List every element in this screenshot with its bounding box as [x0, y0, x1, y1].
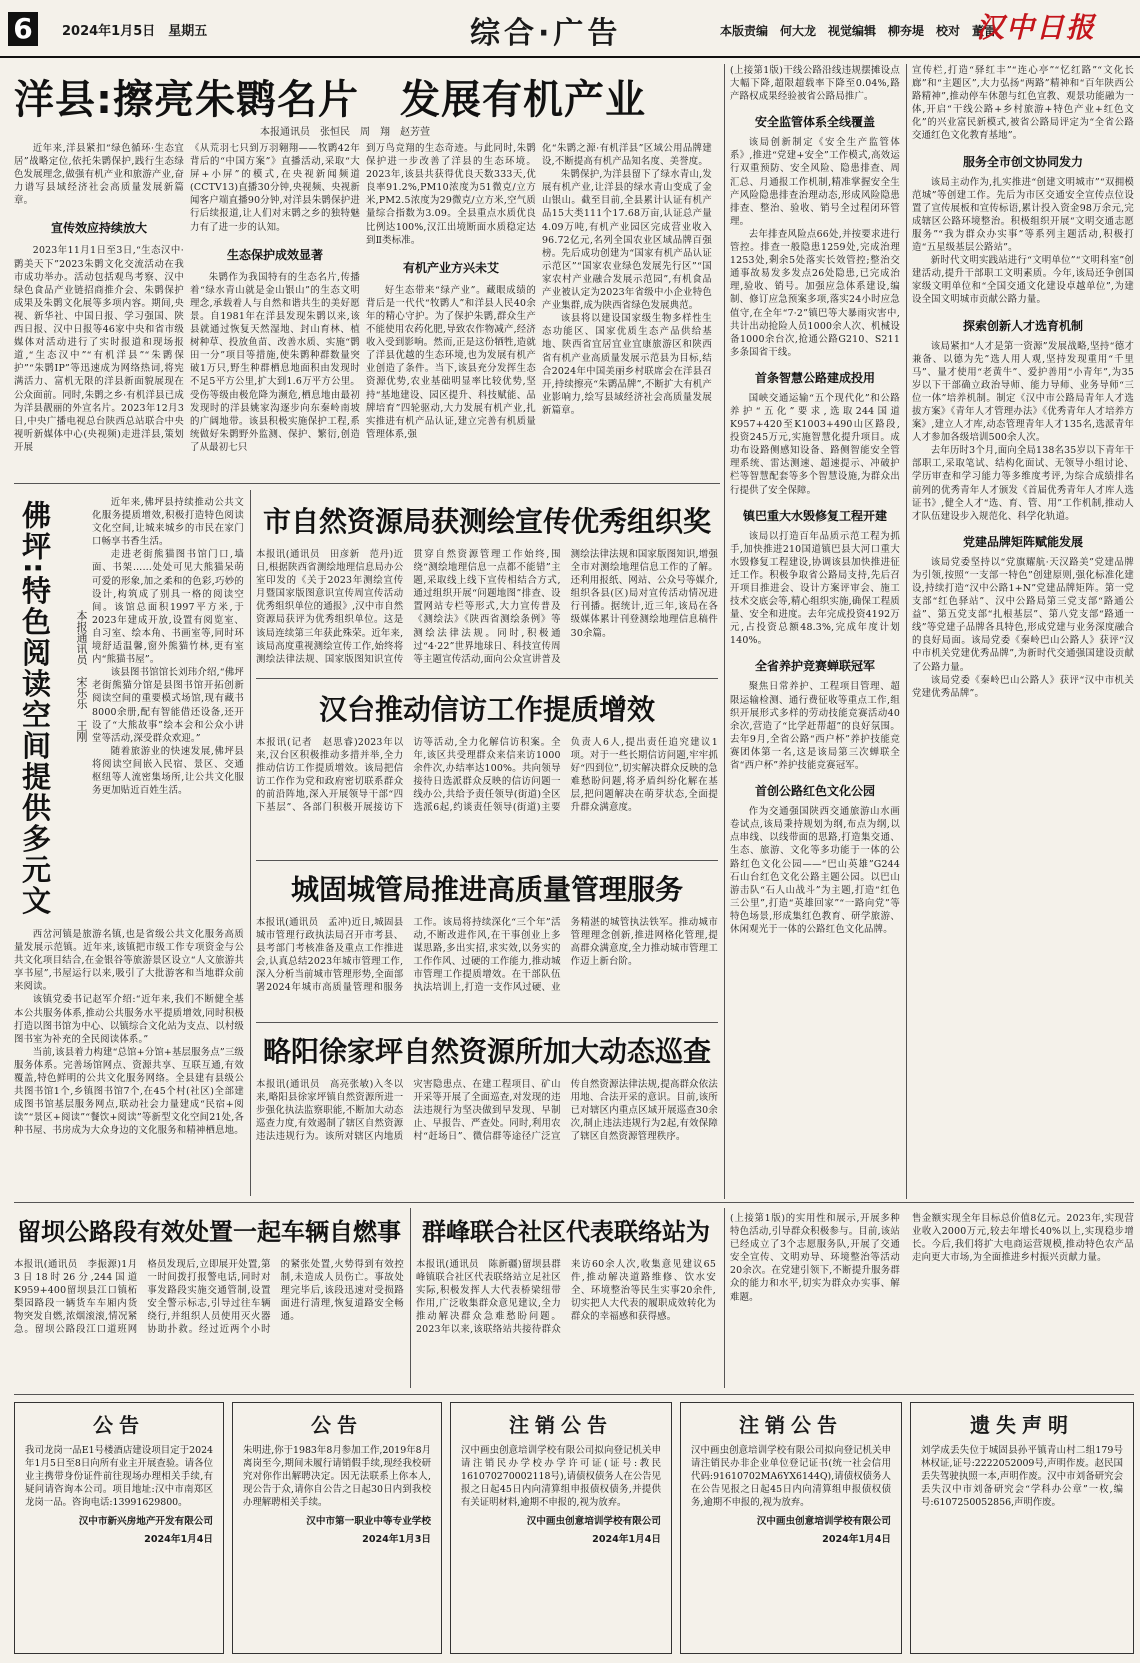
lead-byline: 本报通讯员 张恒民 周 翔 赵芳萱	[260, 127, 430, 137]
lead-col1b-text: 2023年11月1日至3日,“生态汉中·鹮美天下”2023朱鹮文化交流活动在我市成功举办。活动包括观鸟考察、汉中绿色食品产业链招商推介会、朱鹮保护成果及朱鹮文化展等多项内容。期间,央视、新华社、中国日报、学习强国、陕西日报、汉中日报等46家中央和省市级媒体对活动进行了实时报道和现场报道,“生态汉中”“有机洋县”“朱鹮保护”“朱鹮IP”等迅速成为网络热词,将宪满活力、富机无限的洋县新面貌展现在公众面前。同时,朱鹮之乡·有机洋县已成为洋县靓丽的外宣名片。2023年12月3日,中央广播电视总台陕西总站联合中央视听新媒体中心(央视频)走进洋县,策划开展	[14, 245, 184, 453]
foping-p1: 近年来,佛坪县持续推动公共文化服务提质增效,积极打造特色阅读文化空间,让城来城乡的市民在家门口畅享书香生活。	[92, 497, 244, 548]
far-right-subhead-1: 服务全市创文协同发力	[962, 154, 1083, 169]
foping-title: 佛坪:特色阅读空间提供多元文	[18, 500, 52, 917]
lead-column-4	[542, 142, 712, 477]
article-title-4: 略阳徐家坪自然资源所加大动态巡查	[262, 1035, 711, 1068]
foping-body-lower	[14, 928, 244, 1196]
far-right-p6: 该局党委《秦岭巴山公路人》获评“汉中市机关党建优秀品牌”。	[912, 674, 1134, 699]
divider	[14, 483, 720, 484]
lead-col3-text: 到万鸟竞翔的生态奇迹。与此同时,朱鹮保护进一步改善了洋县的生态环境。2023年,该县共获得优良天数333天,优良率91.2%,PM10浓度为51微克/立方米,PM2.5浓度为29微克/立方米,空气质量综合指数为3.09。全县重点水质优良比例达100%,汉江出境断面水质稳定达到Ⅱ类标准。	[366, 143, 536, 246]
lead-column-3	[366, 142, 536, 477]
notice-body: 我司龙岗一品E1号楼酒店建设项目定于2024年1月5日至8日向所有业主开展查验。请各位业主携带身份证件前往现场办理相关手续,有疑问请咨询本公司。项目地址:汉中市南郑区龙岗一品。咨询电话:13991629800。	[25, 1445, 213, 1508]
notice-signer: 汉中画虫创意培训学校有限公司	[526, 1516, 661, 1527]
notice-box-4	[680, 1402, 902, 1654]
foping-p5: 西岔河镇是旅游名镇,也是省级公共文化服务高质量发展示范镇。近年来,该镇把市级工作专项资金与公共文化项目结合,在金银谷等旅游景区设立“人文旅游共享书屋”,书屋运行以来,吸引了大批游客和当地群众前来阅读。	[14, 929, 244, 993]
far-right-p2: 新时代文明实践站进行“文明单位”“文明科室”创建活动,提升干部职工文明素质。今年,该局还争创国家级文明单位和“全国交通文化建设卓越单位”,为建设全国文明城市贡献公路力量。	[912, 255, 1134, 306]
bottom-right-p1: (上接第1版)的实用性和展示,开展多种特色活动,引导群众积极参与。目前,该站已经成立了3个志愿服务队,开展了交通安全宣传、文明劝导、环境整治等活动20余次。在党建引领下,不断提升服务群众的能力和水平,切实为群众办实事、解难题。	[730, 1213, 900, 1303]
divider	[724, 64, 725, 1199]
far-right-p1: 该局主动作为,扎实推进“创建文明城市”“双拥模范城”等创建工作。先后为市区交通安全宣传点位设置了宣传展板和宣传标语,累计投入资金98万余元,完成辖区公路环境整治。积极组织开展“文明交通志愿服务”“我为群众办实事”等系列主题活动,积极打造“五星级基层公路站”。	[912, 176, 1134, 254]
date-line: 2024年1月5日 星期五	[62, 24, 208, 39]
divider	[410, 1208, 411, 1388]
far-right-intro: 宣传栏,打造“驿红丰”“连心亭”“忆红路”“文化长廊”和“主题区”,大力弘扬“两路”精神和“百年陕西公路精神”,推动停车休憩与红色宣教、观景功能融为一体,开启“干线公路+乡村旅游+特色产业+红色文化”的兴业富民新模式,被省公路局评定为“全省公路交通红色文化教育基地”。	[912, 65, 1134, 142]
article-title-1: 市自然资源局获测绘宣传优秀组织奖	[262, 505, 711, 538]
divider	[906, 64, 907, 1199]
lead-col4-text: 化“朱鹮之源·有机洋县”区域公用品牌建设,不断提高有机产品知名度、美誉度。	[542, 143, 712, 168]
right-p4: 该局以打造百年品质示范工程为抓手,加快推进210国道镇巴县大河口重大水毁修复工程建设,协调该县加快推进征迁工作。积极争取省公路局支持,先后召开项目推进会、设计方案评审会、施工技术交底会等,精心组织实施,确保工程质量、安全和进度。去年完成投资4192万元,占投资总额48.3%,完成年度计划140%。	[730, 530, 900, 647]
far-right-subhead-3: 党建品牌矩阵赋能发展	[962, 534, 1083, 549]
divider	[256, 678, 718, 679]
lead-subhead-3: 有机产业方兴未艾	[402, 260, 499, 275]
divider	[14, 1394, 1134, 1395]
lead-col2b-text: 朱鹮作为我国特有的生态名片,传播着“绿水青山就是金山银山”的生态文明理念,承载着人与自然和谐共生的美好愿景。自1981年在洋县发现朱鹮以来,该县就通过恢复天然湿地、封山育林、植树种草、投放鱼苗、改善水质、实施“鹮田一分”项目等措施,使朱鹮种群数量突破1万只,野生种群栖息地面积由发现时不足5平方公里,扩大到1.6万平方公里。受伤等级由极危降为濒危,栖息地由最初发现时的洋县姚家沟逐步向东秦岭南坡的广阔地带。该县积极实施保护工程,系统做好朱鹮野外监测、保护、繁衍,创造了从最初七只	[190, 271, 360, 453]
foping-byline: 本报通讯员 宋乐乐 王刚	[75, 610, 88, 742]
notice-signer: 汉中画虫创意培训学校有限公司	[756, 1516, 891, 1527]
notice-date: 2024年1月4日	[592, 1534, 661, 1545]
right-p3: 国峡交通运输“五个现代化”和公路养护“五化”要求,选取244国道K957+420至K1003+490山区路段,投资245万元,实施智慧化提升项目。成功布设路侧感知设备、路侧智能安全管理系统、雷达测速、超速提示、冲破护栏等智慧配套等多个智慧设施,为群众出行提供了安全保障。	[730, 392, 900, 496]
article-body-5: 本报讯(通讯员 李振源)1月3日18时26分,244国道K959+400留坝县江口镇柘梨园路段一辆货车车厢内货物突发自燃,浓烟滚滚,情况紧急。留坝公路段江口道班网格员发现后,立即展开处置,第一时间拨打报警电话,同时对事发路段实施交通管制,设置安全警示标志,引导过往车辆绕行,并组织人员使用灭火器协助扑救。经过近两个小时的紧张处置,火势得到有效控制,未造成人员伤亡。事故处理完毕后,该段迅速对受损路面进行清理,恢复道路安全畅通。	[14, 1259, 404, 1336]
article-title-2: 汉台推动信访工作提质增效	[318, 693, 655, 726]
lead-subhead-2: 生态保护成效显著	[226, 247, 323, 262]
far-right-p3: 该局紧扣“人才是第一资源”发展战略,坚持“德才兼备、以德为先”选人用人观,坚持发现重用“千里马”、量才使用“老黄牛”、爱护善用“小青年”,为35岁以下干部确立政治导师、能力导师、业务导师“三位一体”培养机制。制定《汉中市公路局青年人才选拔方案》《青年人才管理办法》《优秀青年人才培养方案》,建立人才库,动态管理青年人才135名,选派青年人才参加各级培训500余人次。	[912, 340, 1134, 444]
right-subhead-3: 镇巴重大水毁修复工程开建	[742, 508, 887, 523]
notice-body: 汉中画虫创意培训学校有限公司拟向登记机关申请注销民办非企业单位登记证书(统一社会信用代码:91610702MA6YX6144Q),请债权债务人在公告见报之日起45日内向清算组申报债权债务,逾期不申报的,视为放弃。	[691, 1445, 891, 1508]
newspaper-logo: 汉中日报	[976, 11, 1097, 44]
notice-title: 公告	[311, 1413, 363, 1437]
notice-date: 2024年1月4日	[144, 1534, 213, 1545]
right-column	[730, 64, 900, 1194]
notice-title: 遗失声明	[970, 1413, 1074, 1437]
notice-body: 刘学成丢失位于城固县孙平镇青山村二组179号林权证,证号:2222052009号,声明作废。赵民国丢失驾驶执照一本,声明作废。汉中市刘备研究会丢失汉中市刘备研究会“学科办公章”一枚,编号:6107250052856,声明作废。	[921, 1445, 1123, 1508]
notice-title: 公告	[93, 1413, 145, 1437]
page-number: 6	[8, 12, 38, 46]
divider	[256, 860, 718, 861]
notice-box-2	[232, 1402, 442, 1654]
article-body-4: 本报讯(通讯员 高亮张敏)入冬以来,略阳县徐家坪镇自然资源所进一步强化执法监察职能,不断加大动态巡查力度,有效遏制了辖区自然资源违法违规行为。该所对辖区内地质灾害隐患点、在建工程项目、矿山开采等开展了全面巡查,对发现的违法违规行为坚决做到早发现、早制止、早报告、严查处。同时,利用农村“赶场日”、微信群等途径广泛宣传自然资源法律法规,提高群众依法用地、合法开采的意识。目前,该所已对辖区内重点区域开展巡查30余次,制止违法违规行为2起,有效保障了辖区自然资源管理秩序。	[256, 1079, 718, 1143]
divider	[250, 490, 251, 1196]
article-body-1: 本报讯(通讯员 田彦新 范丹)近日,根据陕西省测绘地理信息局办公室印发的《关于2023年测绘宣传月暨国家版图意识宣传周宣传活动优秀组织单位的通报》,汉中市自然资源局获评为优秀组织单位。这是该局连续第三年获此殊荣。近年来,该局高度重视测绘宣传工作,始终将测绘法律法规、国家版图知识宣传贯穿自然资源管理工作始终,围绕“测绘地理信息一点都不能错”主题,采取线上线下宣传相结合方式,通过组织开展“问题地图”排查、设置网站专栏等形式,大力宣传普及《测绘法》《陕西省测绘条例》等测绘法律法规。同时,积极通过“4·22”世界地球日、科技宣传周等主题宣传活动,面向公众宣讲普及测绘法律法规和国家版图知识,增强全市对测绘地理信息工作的了解。还利用报纸、网站、公众号等媒介,组织各县(区)局对宣传活动情况进行刊播。据统计,近三年,该局在各级媒体累计刊登测绘地理信息稿件30余篇。	[256, 549, 718, 665]
far-right-p4: 去年历时3个月,面向全局138名35岁以下青年干部职工,采取笔试、结构化面试、无领导小组讨论、学历审查和学习能力等多维度考评,为综合成绩排名前列的优秀青年人才颁发《首届优秀青年人才库人选证书》,健全人才“选、育、管、用”工作机制,推动人才队伍建设步入规范化、科学化轨道。	[912, 445, 1134, 522]
far-right-p5: 该局党委坚持以“党旗耀航·天汉路美”党建品牌为引领,按照“一支部一特色”创建原则,强化标准化建设,持续打造“汉中公路1+N”党建品牌矩阵。第一党支部“红色驿站”、汉中公路局第三党支部“路通公益”、第五党支部“扎根基层”、第八党支部“路通一线”等党建子品牌各具特色,形成党建与业务深度融合的良好局面。该局党委《秦岭巴山公路人》获评“汉中市机关党建优秀品牌”,为新时代交通强国建设贡献了公路力量。	[912, 556, 1134, 673]
lead-col4b-text: 朱鹮保护,为洋县留下了绿水青山,发展有机产业,让洋县的绿水青山变成了金山银山。截至目前,全县累计认证有机产品15大类111个17.68万亩,认证总产量4.09万吨,有机产业园区完成营业收入96.72亿元,名列全国农业区域品牌百强榜。先后成功创建为“国家有机产品认证示范区”“国家农业绿色发展先行区”“国家农村产业融合发展示范园”,有机食品产业被认定为2023年省级中小企业特色产业集群,成为陕西省绿色发展典范。	[542, 169, 712, 312]
lead-col2-text: 《从荒羽七只到万羽翱翔——牧鹮42年背后的“中国方案”》直播活动,采取“大屏+小屏”的模式,在央视新闻频道(CCTV13)直播30分钟,央视频、央视新闻客户端直播90分钟,对洋县朱鹮保护进行后续报道,让人们对末鹮之乡的独特魅力有了进一步的认知。	[190, 143, 360, 233]
notice-title: 注销公告	[509, 1413, 613, 1437]
lead-column-2	[190, 142, 360, 477]
article-title-3: 城固城管局推进高质量管理服务	[290, 873, 683, 906]
foping-p4: 随着旅游业的快速发展,佛坪县将阅读空间嵌入民宿、景区、交通枢纽等人流密集场所,让公共文化服务更加贴近百姓生活。	[92, 745, 244, 797]
right-intro: (上接第1版)干线公路沿线违规摆摊设点大幅下降,超限超载率下降至0.04%,路产路权成果经验被省公路局推广。	[730, 65, 900, 103]
staff-line: 本版责编 何大龙 视觉编辑 柳夯堤 校对 董雷	[720, 24, 997, 38]
lead-column-1	[14, 142, 184, 477]
notice-title: 注销公告	[739, 1413, 843, 1437]
right-p2: 去年排查风险点66处,并按要求进行管控。排查一般隐患1259处,完成治理1253处,剩余5处落实长效管控;整治交通事故易发多发点26处隐患,已完成治理,验收、销号。加强应急体系建设,编制、修订应急预案多项,落实24小时应急值守,在全年“7·2”镇巴等大暴雨灾害中,共计出动抢险人员1000余人次、机械设备1000余台次,抢通公路G210、S211多条国省干线。	[730, 228, 900, 358]
article-title-6: 群峰联合社区代表联络站为	[422, 1218, 710, 1246]
notice-box-5	[910, 1402, 1134, 1654]
right-p1: 该局创新制定《安全生产监管体系》,推进“党建+安全”工作模式,高效运行双重预防、安全风险、隐患排查、周汇总、月通报工作机制,精准掌握安全生产风险隐患排查治理动态,形成风险隐患排查、整治、验收、销号全过程闭环管理。	[730, 137, 900, 227]
lead-subhead-1: 宣传效应持续放大	[50, 221, 147, 236]
foping-p6: 该镇党委书记赵军介绍:“近年来,我们不断健全基本公共服务体系,推动公共服务水平提质增效,同时积极打造以图书馆为中心、以镇综合文化站为支点、以村级图书室为补充的全民阅读体系。”	[14, 994, 244, 1045]
notice-signer: 汉中市第一职业中等专业学校	[306, 1516, 431, 1527]
divider	[724, 1208, 725, 1388]
foping-p2: 走进老街熊猫图书馆门口,墙面、书架……处处可见大熊猫呆萌可爱的形象,加之柔和的色彩,巧妙的设计,构筑成了别具一格的阅读空间。该馆总面积1997平方米,于2023年建成开放,设置有阅览室、自习室、绘本角、书画室等,同时环境舒适温馨,窗外熊猫竹林,更有室内“熊猫书屋”。	[92, 549, 244, 666]
article-title-5: 留坝公路段有效处置一起车辆自燃事	[17, 1218, 401, 1246]
notice-box-3	[450, 1402, 672, 1654]
article-body-2: 本报讯(记者 赵思睿)2023年以来,汉台区积极推动多措并举,全力推动信访工作提质增效。该局把信访工作作为党和政府密切联系群众的前沿阵地,深入开展领导干部“四下基层”、各部门积极开展接访下访等活动,全力化解信访积案。全年,该区共受理群众来信来访1000余件次,办结率达100%。共向领导接待日选派群众反映的信访问题一线办公,共给予责任领导(街道)全区选派6起,约谈责任领导(街道)主要负责人6人,提出责任追究建议1项。对于一些长期信访问题,牢牢抓好“四到位”,切实解决群众反映的急难愁盼问题,将矛盾纠纷化解在基层,把问题解决在萌芽状态,全面提升群众满意度。	[256, 737, 718, 814]
right-subhead-2: 首条智慧公路建成投用	[754, 370, 875, 385]
divider	[14, 1202, 1134, 1203]
notice-body: 朱明进,你于1983年8月参加工作,2019年8月离岗至今,期间未履行请销假手续,现经我校研究对你作出解聘决定。因无法联系上你本人,现公告于众,请你自公告之日起30日内到我校办理解聘相关手续。	[243, 1445, 431, 1508]
right-p6: 作为交通强国陕西交通旅游山水画卷试点,该局秉持规划为纲,布点为纲,以点串线、以线带面的思路,打造集交通、生态、旅游、文化等多功能于一体的公路红色文化公园——“巴山英雄”G244石山台红色文化公路主题公园。以巴山游击队“石人山战斗”为主题,打造“红色三公里”,打造“英雄回家”“一路向党”等特色场景,形成集红色教育、研学旅游、休闲观光于一体的公路红色文化品牌。	[730, 806, 900, 935]
divider	[256, 1022, 718, 1023]
lead-col4c-text: 该县将以建设国家级生物多样性生态功能区、国家优质生态产品供给基地、陕西省宜居宜业宜康旅游区和陕西省有机产业高质量发展示范县为目标,结合2024年中国美丽乡村联席会在洋县召开,持续擦亮“朱鹮品牌”,不断扩大有机产业影响力,绘写县域经济社会高质量发展新篇章。	[542, 313, 712, 416]
notice-date: 2024年1月3日	[362, 1534, 431, 1545]
lead-title: 洋县:擦亮朱鹮名片 发展有机产业	[14, 77, 646, 118]
foping-p7: 当前,该县着力构建“总馆+分馆+基层服务点”三级服务体系。完善场馆网点、资源共享、互联互通,有效覆盖,特色鲜明的公共文化服务网络。全县建有县级公共图书馆1个,乡镇图书馆7个,在45个村(社区)全部建成图书馆基层服务网点,联动社会力量建成“民宿+阅读”“景区+阅读”“餐饮+阅读”等新型文化空间21处,各种书屋、书房成为大众身边的文化服务和精神栖息地。	[14, 1046, 244, 1137]
article-body-6: 本报讯(通讯员 陈新疆)留坝县群峰镇联合社区代表联络站立足社区实际,积极发挥人大代表桥梁纽带作用,广泛收集群众意见建议,全力推动解决群众急难愁盼问题。2023年以来,该联络站共接待群众来访60余人次,收集意见建议65件,推动解决道路维修、饮水安全、环境整治等民生实事20余件,切实把人大代表的履职成效转化为群众的幸福感和获得感。	[416, 1259, 716, 1336]
notice-box-1	[14, 1402, 224, 1654]
far-right-column	[912, 64, 1134, 1194]
foping-p3: 该县图书馆馆长刘玮介绍,“佛坪老街熊猫分馆是县图书馆开拓创新阅读空间的重要模式场馆,现有藏书8000余册,配有智能借还设备,还开设了“大熊故事”绘本会和公众小讲堂等活动,深受群众欢迎。”	[92, 667, 244, 744]
notice-date: 2024年1月4日	[822, 1534, 891, 1545]
notice-body: 汉中画虫创意培训学校有限公司拟向登记机关申请注销民办学校办学许可证(证号:教民161070270002118号),请债权债务人在公告见报之日起45日内向清算组申报债权债务,并提供有关证明材料,逾期不申报的,视为放弃。	[461, 1445, 661, 1508]
notice-signer: 汉中市新兴房地产开发有限公司	[78, 1516, 213, 1527]
far-right-subhead-2: 探索创新人才选育机制	[962, 318, 1083, 333]
lead-col1-text: 近年来,洋县紧扣“绿色循环·生态宜居”战略定位,依托朱鹮保护,践行生态绿色发展理念,做强有机产业和旅游产业,奋力谱写县域经济社会高质量发展新篇章。	[14, 143, 184, 207]
lead-col3b-text: 好生态带来“绿产业”。藏眼成绩的背后是一代代“牧鹮人”和洋县人民40余年的精心守护。为了保护朱鹮,群众生产不能使用农药化肥,导致农作物减产,经济收入受到影响。然而,正是这份牺牲,造就了洋县优越的生态环境,也为发展有机产业创造了条件。当下,该县充分发挥生态资源优势,农业基础明显率比较优势,坚持“基地建设、园区提升、科技赋能、品牌培育”四轮驱动,大力发展有机产业,扎实推进有机产品认证,建立完善有机质量管理体系,强	[366, 284, 536, 440]
right-subhead-4: 全省养护竞赛蝉联冠军	[754, 659, 875, 674]
masthead	[0, 0, 1140, 58]
bottom-right-p2: 售金额实现全年目标总价值8亿元。2023年,实现营业收入2000万元,较去年增长40%以上,实现稳步增长。今后,我们将扩大电商运营规模,推动特色农产品走向更大市场,为全面推进乡村振兴贡献力量。	[912, 1213, 1134, 1264]
right-subhead-1: 安全监管体系全线覆盖	[754, 115, 875, 130]
right-subhead-5: 首创公路红色文化公园	[754, 784, 875, 799]
article-body-3: 本报讯(通讯员 孟冲)近日,城固县城市管理行政执法局召开市考县、县考部门考核准备及重点工作推进会,认真总结2023年城市管理工作,深入分析当前城市管理形势,全面部署2024年城市高质量管理和服务工作。该局将持续深化“三个年”活动,不断改进作风,在干事创业上多谋思路,多出实招,求实效,以务实的工作作风、过硬的工作能力,推动城市管理工作提质增效。在干部队伍执法培训上,打造一支作风过硬、业务精湛的城管执法铁军。推动城市管理理念创新,推进网格化管理,提高群众满意度,全力推动城市管理工作迈上新台阶。	[256, 917, 718, 994]
section-title: 综合·广告	[470, 16, 622, 51]
right-p5: 聚焦日常养护、工程项目管理、超限运输检测、通行费征收等重点工作,组织开展形式多样的劳动技能竞赛活动40余次,营造了“比学赶帮超”的良好氛围。去年9月,全省公路“西户杯”养护技能竞赛团体第一名,这是该局第三次蝉联全省“西户杯”养护技能竞赛冠军。	[730, 681, 900, 772]
